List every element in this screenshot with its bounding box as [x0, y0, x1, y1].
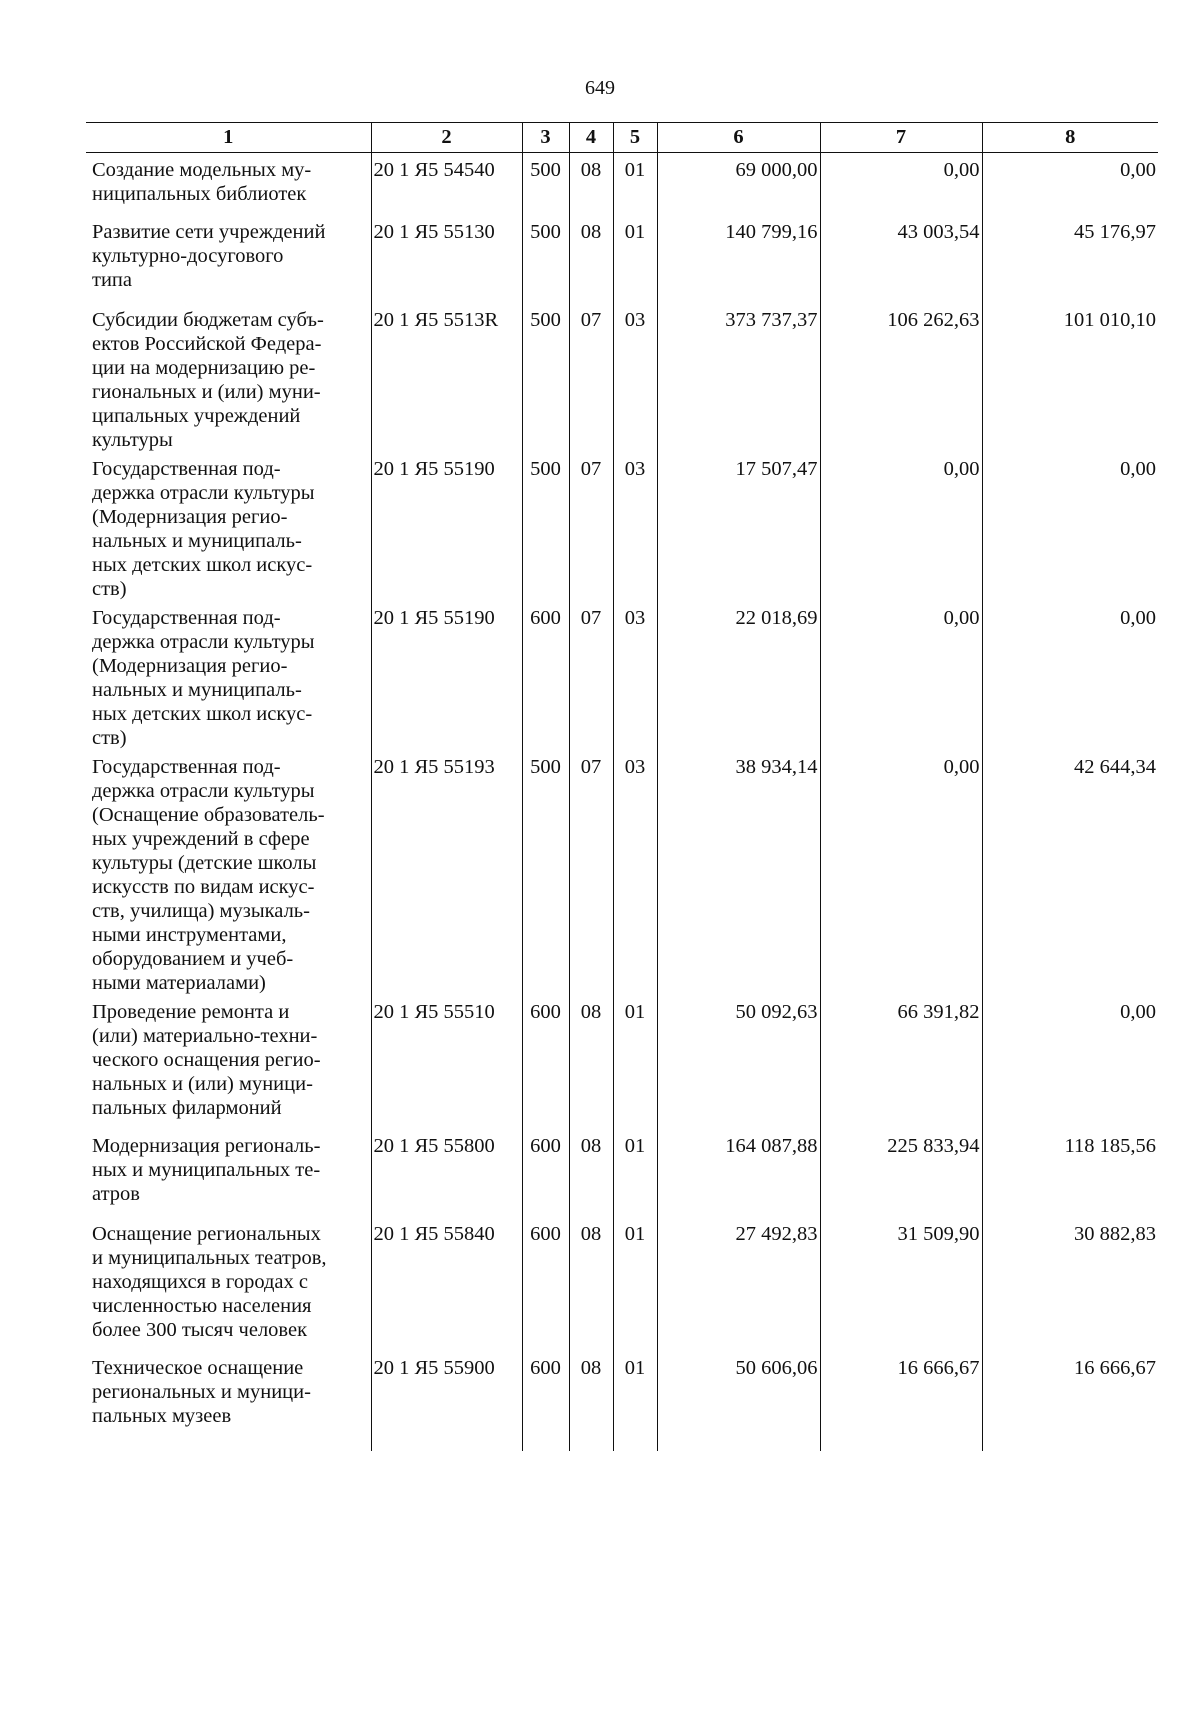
table-row: [86, 1129, 1158, 1217]
table-body: [86, 153, 1158, 1451]
description-line: ческого оснащения регио-: [92, 1048, 321, 1071]
description-line: нальных и муниципаль-: [92, 678, 302, 701]
row-description: [86, 1351, 371, 1451]
expense-type-cell: 500: [522, 303, 569, 452]
expense-type-cell: 500: [522, 750, 569, 995]
amount-col6-cell: 38 934,14: [657, 750, 820, 995]
amount-col6-cell: 140 799,16: [657, 215, 820, 303]
description-line: оборудованием и учеб-: [92, 947, 294, 970]
amount-col8-cell: 42 644,34: [982, 750, 1158, 995]
amount-col7-cell: 225 833,94: [820, 1129, 982, 1217]
subsection-cell: 01: [613, 995, 657, 1129]
description-line: ных детских школ искус-: [92, 702, 313, 725]
budget-code-cell: 20 1 Я5 5513R: [371, 303, 522, 452]
amount-col7-cell: 0,00: [820, 153, 982, 215]
description-line: искусств по видам искус-: [92, 875, 315, 898]
description-line: Модернизация региональ-: [92, 1134, 321, 1157]
description-line: ных детских школ искус-: [92, 553, 313, 576]
budget-code-cell: 20 1 Я5 55510: [371, 995, 522, 1129]
section-cell: 07: [569, 750, 613, 995]
row-description: [86, 452, 371, 601]
description-line: гиональных и (или) муни-: [92, 380, 321, 403]
column-header: 3: [522, 123, 569, 153]
table-row: [86, 1351, 1158, 1451]
subsection-cell: 01: [613, 1129, 657, 1217]
amount-col6-cell: 373 737,37: [657, 303, 820, 452]
description-line: атров: [92, 1182, 140, 1205]
table-row: [86, 601, 1158, 750]
section-cell: 07: [569, 601, 613, 750]
description-line: держка отрасли культуры: [92, 630, 315, 653]
amount-col8-cell: 0,00: [982, 601, 1158, 750]
section-cell: 08: [569, 995, 613, 1129]
row-description: [86, 995, 371, 1129]
section-cell: 08: [569, 1217, 613, 1351]
description-line: (Оснащение образователь-: [92, 803, 325, 826]
budget-code-cell: 20 1 Я5 55840: [371, 1217, 522, 1351]
description-line: (Модернизация регио-: [92, 654, 288, 677]
description-line: численностью населения: [92, 1294, 312, 1317]
column-header: 7: [820, 123, 982, 153]
expense-type-cell: 600: [522, 601, 569, 750]
section-cell: 07: [569, 303, 613, 452]
amount-col7-cell: 0,00: [820, 750, 982, 995]
description-line: держка отрасли культуры: [92, 481, 315, 504]
budget-code-cell: 20 1 Я5 55190: [371, 601, 522, 750]
description-line: ств): [92, 726, 127, 749]
description-line: ными инструментами,: [92, 923, 287, 946]
budget-table: [86, 122, 1158, 1451]
amount-col6-cell: 50 092,63: [657, 995, 820, 1129]
budget-code-cell: 20 1 Я5 55130: [371, 215, 522, 303]
table-row: [86, 215, 1158, 303]
amount-col8-cell: 118 185,56: [982, 1129, 1158, 1217]
row-description: [86, 601, 371, 750]
expense-type-cell: 600: [522, 1217, 569, 1351]
description-line: Развитие сети учреждений: [92, 220, 326, 243]
description-line: Государственная под-: [92, 457, 281, 480]
budget-code-cell: 20 1 Я5 55190: [371, 452, 522, 601]
subsection-cell: 03: [613, 452, 657, 601]
subsection-cell: 03: [613, 303, 657, 452]
expense-type-cell: 600: [522, 1129, 569, 1217]
description-line: Техническое оснащение: [92, 1356, 304, 1379]
amount-col6-cell: 22 018,69: [657, 601, 820, 750]
expense-type-cell: 500: [522, 452, 569, 601]
description-line: (Модернизация регио-: [92, 505, 288, 528]
amount-col8-cell: 0,00: [982, 452, 1158, 601]
amount-col7-cell: 16 666,67: [820, 1351, 982, 1451]
description-line: культурно-досугового: [92, 244, 284, 267]
section-cell: 08: [569, 1351, 613, 1451]
description-line: Государственная под-: [92, 606, 281, 629]
description-line: нальных и (или) муници-: [92, 1072, 313, 1095]
amount-col6-cell: 17 507,47: [657, 452, 820, 601]
description-line: ств): [92, 577, 127, 600]
budget-code-cell: 20 1 Я5 55193: [371, 750, 522, 995]
section-cell: 08: [569, 215, 613, 303]
row-description: [86, 303, 371, 452]
description-line: культуры: [92, 428, 173, 451]
description-line: нальных и муниципаль-: [92, 529, 302, 552]
table-row: [86, 153, 1158, 215]
expense-type-cell: 600: [522, 995, 569, 1129]
subsection-cell: 01: [613, 1351, 657, 1451]
amount-col7-cell: 31 509,90: [820, 1217, 982, 1351]
amount-col8-cell: 0,00: [982, 995, 1158, 1129]
description-line: типа: [92, 268, 132, 291]
description-line: держка отрасли культуры: [92, 779, 315, 802]
description-line: ципальных учреждений: [92, 404, 301, 427]
subsection-cell: 03: [613, 750, 657, 995]
row-description: [86, 750, 371, 995]
amount-col6-cell: 164 087,88: [657, 1129, 820, 1217]
header-row: [86, 123, 1158, 153]
amount-col7-cell: 43 003,54: [820, 215, 982, 303]
description-line: Субсидии бюджетам субъ-: [92, 308, 324, 331]
description-line: ектов Российской Федера-: [92, 332, 322, 355]
description-line: пальных музеев: [92, 1404, 232, 1427]
row-description: [86, 215, 371, 303]
expense-type-cell: 600: [522, 1351, 569, 1451]
amount-col7-cell: 0,00: [820, 601, 982, 750]
description-line: Проведение ремонта и: [92, 1000, 290, 1023]
column-header: 5: [613, 123, 657, 153]
description-line: находящихся в городах с: [92, 1270, 308, 1293]
budget-code-cell: 20 1 Я5 54540: [371, 153, 522, 215]
amount-col8-cell: 101 010,10: [982, 303, 1158, 452]
amount-col6-cell: 69 000,00: [657, 153, 820, 215]
description-line: культуры (детские школы: [92, 851, 317, 874]
amount-col8-cell: 0,00: [982, 153, 1158, 215]
subsection-cell: 01: [613, 1217, 657, 1351]
amount-col7-cell: 0,00: [820, 452, 982, 601]
description-line: ниципальных библиотек: [92, 183, 307, 205]
description-line: более 300 тысяч человек: [92, 1318, 308, 1341]
amount-col8-cell: 45 176,97: [982, 215, 1158, 303]
column-header: 8: [982, 123, 1158, 153]
table-row: [86, 1217, 1158, 1351]
amount-col8-cell: 16 666,67: [982, 1351, 1158, 1451]
page-number: 649: [585, 77, 615, 99]
row-description: [86, 1217, 371, 1351]
description-line: ными материалами): [92, 971, 266, 994]
amount-col8-cell: 30 882,83: [982, 1217, 1158, 1351]
amount-col7-cell: 66 391,82: [820, 995, 982, 1129]
expense-type-cell: 500: [522, 153, 569, 215]
description-line: (или) материально-техни-: [92, 1024, 318, 1047]
description-line: ции на модернизацию ре-: [92, 356, 316, 379]
budget-code-cell: 20 1 Я5 55800: [371, 1129, 522, 1217]
budget-code-cell: 20 1 Я5 55900: [371, 1351, 522, 1451]
table-row: [86, 452, 1158, 601]
description-line: региональных и муници-: [92, 1380, 311, 1403]
section-cell: 07: [569, 452, 613, 601]
subsection-cell: 03: [613, 601, 657, 750]
column-header: 4: [569, 123, 613, 153]
column-header: 2: [371, 123, 522, 153]
amount-col6-cell: 27 492,83: [657, 1217, 820, 1351]
description-line: Государственная под-: [92, 755, 281, 778]
row-description: [86, 1129, 371, 1217]
row-description: [86, 153, 371, 215]
section-cell: 08: [569, 153, 613, 215]
expense-type-cell: 500: [522, 215, 569, 303]
table-row: [86, 750, 1158, 995]
description-line: ных и муниципальных те-: [92, 1158, 321, 1181]
description-line: пальных филармоний: [92, 1096, 282, 1119]
subsection-cell: 01: [613, 153, 657, 215]
amount-col7-cell: 106 262,63: [820, 303, 982, 452]
description-line: Создание модельных му-: [92, 159, 312, 181]
amount-col6-cell: 50 606,06: [657, 1351, 820, 1451]
section-cell: 08: [569, 1129, 613, 1217]
description-line: ных учреждений в сфере: [92, 827, 310, 850]
subsection-cell: 01: [613, 215, 657, 303]
description-line: и муниципальных театров,: [92, 1246, 327, 1269]
table-row: [86, 995, 1158, 1129]
description-line: Оснащение региональных: [92, 1222, 321, 1245]
description-line: ств, училища) музыкаль-: [92, 899, 310, 922]
column-header: 1: [86, 123, 371, 153]
column-header: 6: [657, 123, 820, 153]
table-row: [86, 303, 1158, 452]
